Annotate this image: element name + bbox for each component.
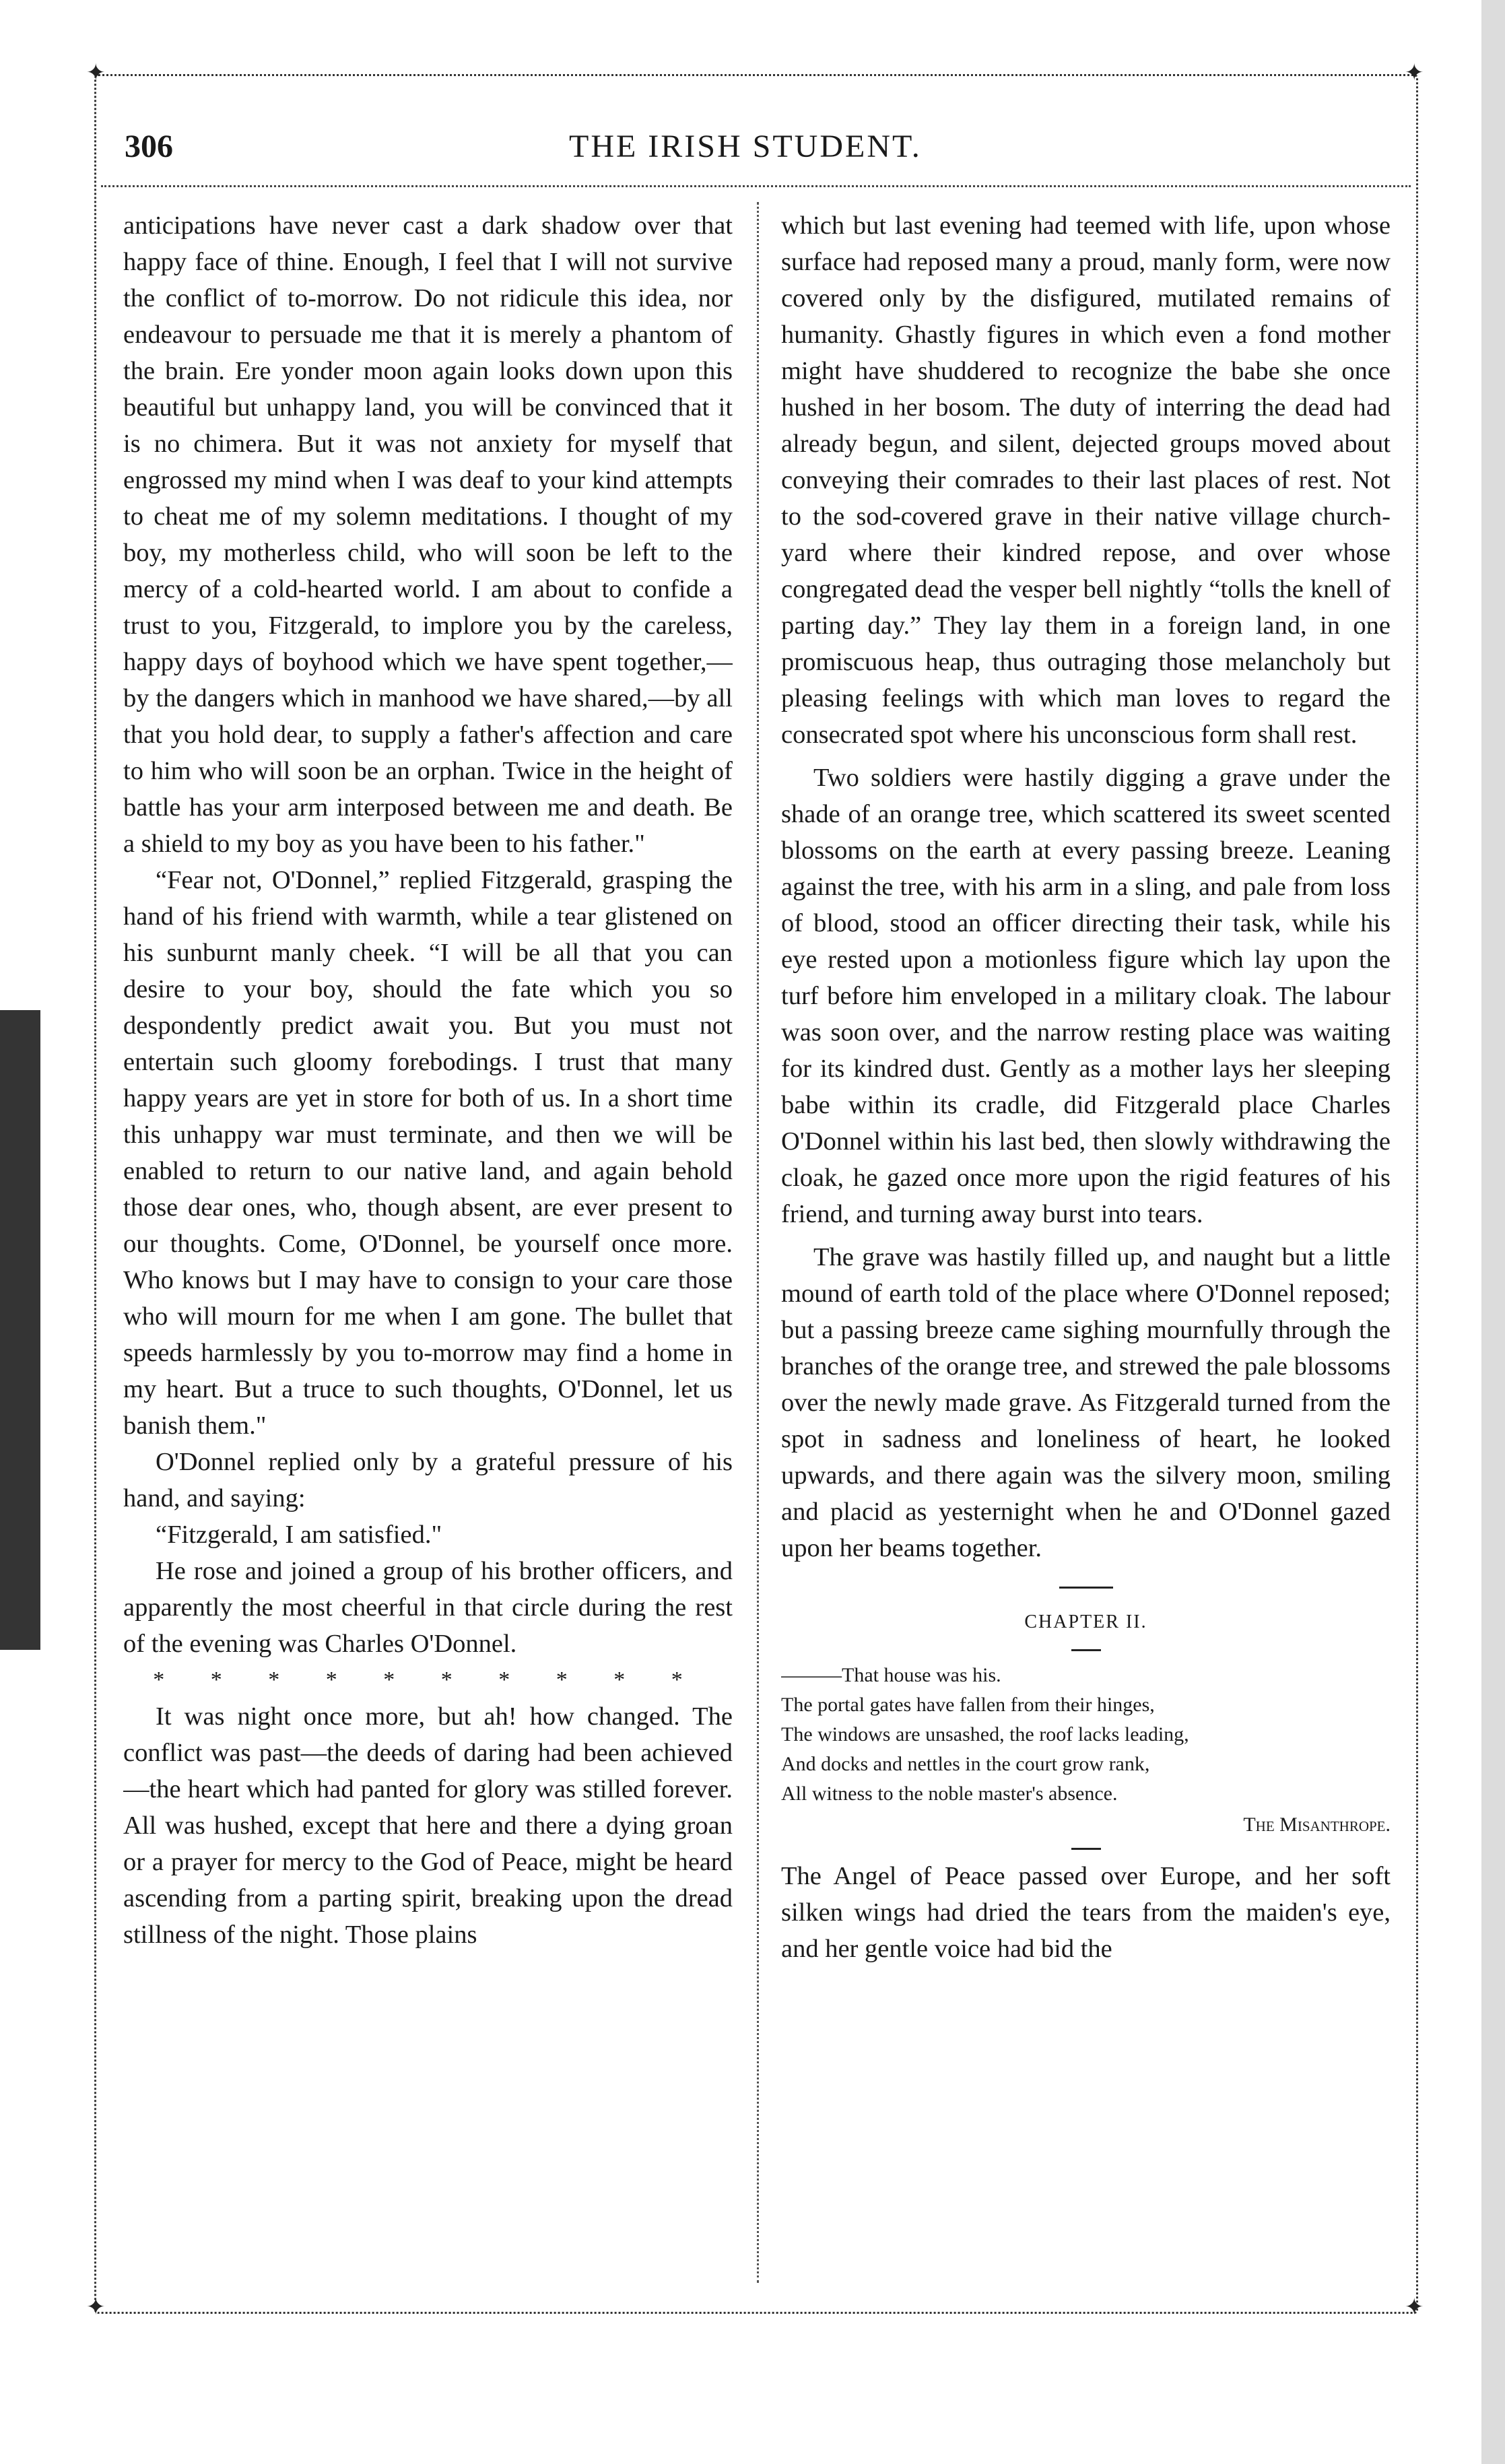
paragraph: “Fitzgerald, I am satisfied." xyxy=(156,1521,442,1549)
header-rule xyxy=(101,185,1411,187)
right-column xyxy=(781,207,1391,2282)
corner-ornament-top-left: ✦ xyxy=(86,61,106,86)
page-header xyxy=(125,128,1404,175)
paragraph: O'Donnel replied only by a grateful pressure of his hand, and saying: xyxy=(123,1448,733,1512)
scan-edge-shadow xyxy=(0,1010,40,1650)
corner-ornament-bottom-left: ✦ xyxy=(86,2295,106,2320)
epigraph-line: The portal gates have fallen from their hinges, xyxy=(781,1694,1155,1716)
heading-rule xyxy=(1071,1649,1101,1651)
epigraph-rule xyxy=(1071,1848,1101,1850)
paragraph: He rose and joined a group of his brother officers, and apparently the most cheerful in that circle during the rest of the evening was Charles O'Donnel. xyxy=(123,1557,733,1658)
page-number: 306 xyxy=(125,129,173,164)
paragraph: It was night once more, but ah! how changed. The conflict was past—the deeds of daring had been achieved—the heart which had panted for glory was stilled forever. All was hushed, except that here and there a dying groan or a prayer for mercy to the God of Peace, might be heard ascending from a parting spirit, breaking upon the dread stillness of the night. Those plains xyxy=(123,1702,733,1949)
corner-ornament-top-right: ✦ xyxy=(1405,61,1424,86)
running-title: THE IRISH STUDENT. xyxy=(569,129,922,164)
paragraph: The Angel of Peace passed over Europe, and her soft silken wings had dried the tears from the maiden's eye, and her gentle voice had bid the xyxy=(781,1862,1391,1963)
epigraph-line: ———That house was his. xyxy=(781,1664,1001,1686)
paragraph: The grave was hastily filled up, and naught but a little mound of earth told of the place where O'Donnel reposed; but a passing breeze came sighing mournfully through the branches of the orange tree, and strewed the pale blossoms over the newly made grave. As Fitzgerald turned from the spot in sadness and loneliness of heart, he looked upwards, and there again was the silvery moon, smiling and placid as yesternight when he and O'Donnel gazed upon her beams together. xyxy=(781,1243,1391,1562)
column-divider xyxy=(757,202,759,2283)
corner-ornament-bottom-right: ✦ xyxy=(1405,2295,1424,2320)
epigraph-line: And docks and nettles in the court grow rank, xyxy=(781,1753,1150,1775)
left-column xyxy=(123,207,733,2282)
epigraph-line: All witness to the noble master's absence. xyxy=(781,1783,1118,1805)
section-break-stars: * * * * * * * * * * xyxy=(153,1667,703,1692)
paragraph: which but last evening had teemed with life, upon whose surface had reposed many a proud, manly form, were now covered only by the disfigured, mutilated remains of humanity. Ghastly figures in which even a fond mother might have shuddered to recognize the babe she once hushed in her bosom. The duty of interring the dead had already begun, and silent, dejected groups moved about conveying their comrades to their last places of rest. Not to the sod-covered grave in their native village church-yard where their kindred repose, and over whose congregated dead the vesper bell nightly “tolls the knell of parting day.” They lay them in a foreign land, in one promiscuous heap, thus outraging those melancholy but pleasing feelings with which man loves to regard the consecrated spot where his unconscious form shall rest. xyxy=(781,211,1391,749)
epigraph-attribution: The Misanthrope. xyxy=(1243,1813,1391,1836)
paragraph: “Fear not, O'Donnel,” replied Fitzgerald, grasping the hand of his friend with warmth, while a tear glistened on his sunburnt manly cheek. “I will be all that you can desire to your boy, should the fate which you so despondently predict await you. But you must not entertain such gloomy forebodings. I trust that many happy years are yet in store for both of us. In a short time this unhappy war must terminate, and then we will be enabled to return to our native land, and again behold those dear ones, who, though absent, are ever present to our thoughts. Come, O'Donnel, be yourself once more. Who knows but I may have to consign to your care those who will mourn for me when I am gone. The bullet that speeds harmlessly by you to-morrow may find a home in my heart. But a truce to such thoughts, O'Donnel, let us banish them." xyxy=(123,866,733,1440)
section-rule xyxy=(1059,1587,1113,1589)
scan-edge-shadow-right xyxy=(1481,0,1505,2464)
paragraph: anticipations have never cast a dark shadow over that happy face of thine. Enough, I feel that I will not survive the conflict of to-morrow. Do not ridicule this idea, nor endeavour to persuade me that it is merely a phantom of the brain. Ere yonder moon again looks down upon this beautiful but unhappy land, you will be convinced that it is no chimera. But it was not anxiety for myself that engrossed my mind when I was deaf to your kind attempts to cheat me of my solemn meditations. I thought of my boy, my motherless child, who will soon be left to the mercy of a cold-hearted world. I am about to confide a trust to you, Fitzgerald, to implore you by the careless, happy days of boyhood which we have spent together,—by the dangers which in manhood we have shared,—by all that you hold dear, to supply a father's affection and care to him who will soon be an orphan. Twice in the height of battle has your arm interposed between me and death. Be a shield to my boy as you have been to his father." xyxy=(123,211,733,858)
chapter-heading: CHAPTER II. xyxy=(1024,1611,1147,1632)
paragraph: Two soldiers were hastily digging a grave under the shade of an orange tree, which scattered its sweet scented blossoms on the earth at every passing breeze. Leaning against the tree, with his arm in a sling, and pale from loss of blood, stood an officer directing their task, while his eye rested upon a motionless figure which lay upon the turf before him enveloped in a military cloak. The labour was soon over, and the narrow resting place was waiting for its kindred dust. Gently as a mother lays her sleeping babe within its cradle, did Fitzgerald place Charles O'Donnel within his last bed, then slowly withdrawing the cloak, he gazed once more upon the rigid features of his friend, and turning away burst into tears. xyxy=(781,764,1391,1228)
epigraph-line: The windows are unsashed, the roof lacks leading, xyxy=(781,1723,1189,1745)
epigraph xyxy=(781,1661,1391,1841)
